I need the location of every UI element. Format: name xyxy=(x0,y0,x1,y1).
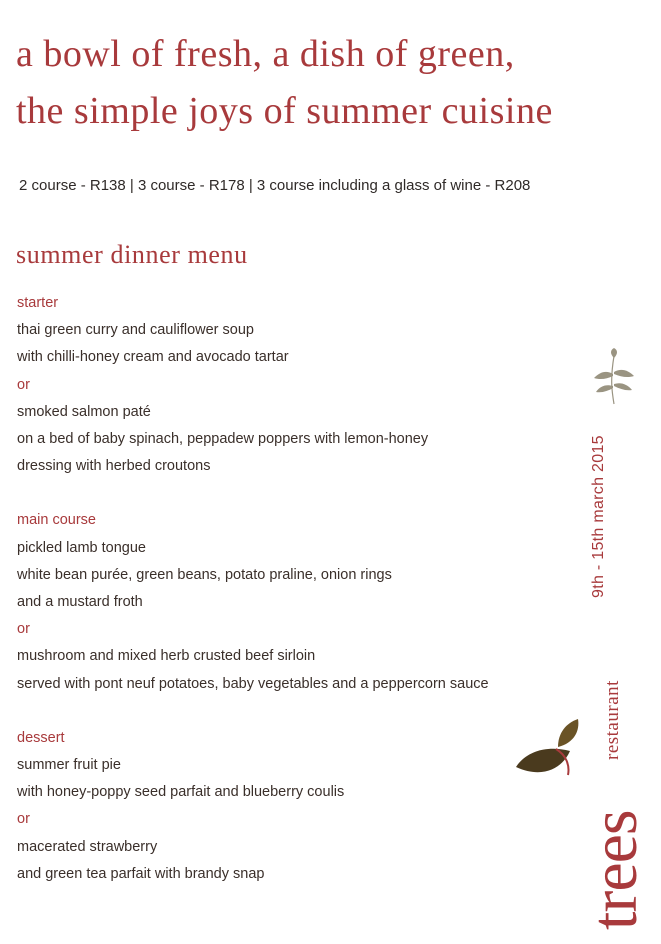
price-list: 2 course - R138 | 3 course - R178 | 3 course including a glass of wine - R208 xyxy=(19,177,531,194)
dish-line: with chilli-honey cream and avocado tartar xyxy=(17,349,289,366)
date-range: 9th - 15th march 2015 xyxy=(590,435,607,598)
dish-line: thai green curry and cauliflower soup xyxy=(17,322,254,339)
or-separator: or xyxy=(17,621,30,638)
dish-line: served with pont neuf potatoes, baby vegetables and a peppercorn sauce xyxy=(17,675,489,692)
dish-line: on a bed of baby spinach, peppadew poppers with lemon-honey xyxy=(17,431,429,448)
headline-line-2: the simple joys of summer cuisine xyxy=(16,90,553,132)
dish-line: white bean purée, green beans, potato praline, onion rings xyxy=(17,566,392,583)
dish-line: with honey-poppy seed parfait and blueberry coulis xyxy=(17,784,345,801)
section-title-main-course: main course xyxy=(17,512,96,529)
section-dessert xyxy=(17,725,577,888)
menu-body xyxy=(17,290,577,915)
dish-line: dressing with herbed croutons xyxy=(17,458,211,475)
sprig-icon xyxy=(588,348,640,406)
or-separator: or xyxy=(17,811,30,828)
dish-line: and green tea parfait with brandy snap xyxy=(17,865,265,882)
section-title-dessert: dessert xyxy=(17,729,65,746)
dish-line: macerated strawberry xyxy=(17,838,158,855)
headline-line-1: a bowl of fresh, a dish of green, xyxy=(16,33,515,75)
dish-line: summer fruit pie xyxy=(17,757,121,774)
leaves-logo-icon xyxy=(512,715,582,795)
headline xyxy=(16,26,656,140)
dish-line: pickled lamb tongue xyxy=(17,539,146,556)
logo-restaurant-text: restaurant xyxy=(602,680,623,760)
section-main-course xyxy=(17,507,577,697)
logo-trees-text: trees xyxy=(578,810,651,930)
section-title-starter: starter xyxy=(17,295,59,311)
menu-title: summer dinner menu xyxy=(16,240,248,269)
dish-line: mushroom and mixed herb crusted beef sirloin xyxy=(17,648,316,665)
section-starter xyxy=(17,290,577,480)
or-separator: or xyxy=(17,376,30,393)
dish-line: and a mustard froth xyxy=(17,594,143,611)
dish-line: smoked salmon paté xyxy=(17,403,151,420)
